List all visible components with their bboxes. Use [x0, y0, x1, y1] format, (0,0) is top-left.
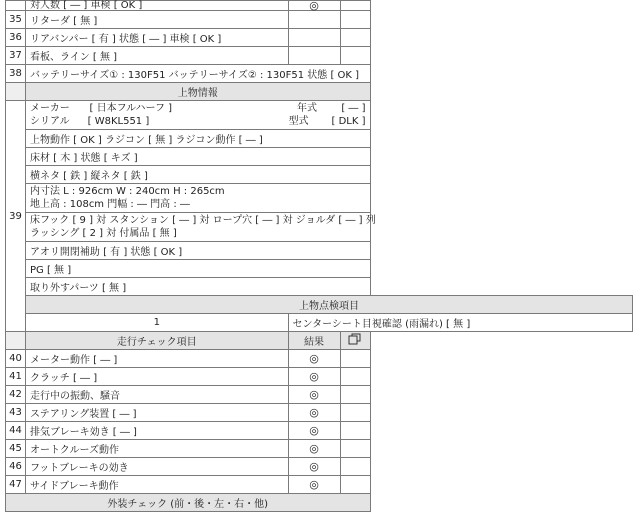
row-number: 41 [6, 368, 26, 386]
table-row [6, 278, 633, 296]
row-text: バッテリーサイズ① : 130F51 バッテリーサイズ② : 130F51 状態 [ OK ] [26, 65, 371, 83]
model-label: 型式 [288, 116, 309, 127]
row-number: 47 [6, 476, 26, 494]
section-header [6, 296, 633, 314]
table-row [6, 314, 633, 332]
row-number [6, 1, 26, 11]
result-mark: ◎ [288, 422, 340, 440]
year-value: [ ― ] [341, 103, 366, 114]
table-row [6, 404, 633, 422]
table-row [6, 476, 633, 494]
row-text: リアバンパー [ 有 ] 状態 [ ― ] 車検 [ OK ] [26, 29, 289, 47]
table-row [6, 184, 633, 213]
row-text: フットブレーキの効き [26, 458, 289, 476]
row-text: 対人数 [ ― ] 車検 [ OK ] [26, 1, 289, 11]
row-text: 上物動作 [ OK ] ラジコン [ 無 ] ラジコン動作 [ ― ] [26, 130, 371, 148]
copy-icon[interactable] [340, 332, 370, 350]
row-text: サイドブレーキ動作 [26, 476, 289, 494]
row-text: 走行中の振動、騒音 [26, 386, 289, 404]
result-mark: ◎ [288, 368, 340, 386]
maker-block [26, 101, 371, 130]
row-text: センターシート目視確認 (雨漏れ) [ 無 ] [288, 314, 633, 332]
table-row [6, 29, 633, 47]
maker-label: メーカー [30, 103, 70, 114]
section-header [6, 494, 633, 512]
row-text: PG [ 無 ] [26, 260, 371, 278]
result-mark: ◎ [288, 350, 340, 368]
result-cell [288, 29, 340, 47]
table-row [6, 11, 633, 29]
table-row [6, 458, 633, 476]
row-text: 排気ブレーキ効き [ ― ] [26, 422, 289, 440]
table-row [6, 166, 633, 184]
result-mark: ◎ [288, 476, 340, 494]
table-row [6, 130, 633, 148]
hooks-block [26, 213, 376, 242]
table-row [6, 350, 633, 368]
table-row [6, 65, 633, 83]
table-row [6, 47, 633, 65]
row-number: 40 [6, 350, 26, 368]
table-row [6, 213, 633, 242]
serial-value: [ W8KL551 ] [87, 116, 150, 127]
row-text: 横ネタ [ 鉄 ] 縦ネタ [ 鉄 ] [26, 166, 371, 184]
copy-icon-graphic [348, 333, 362, 345]
year-label: 年式 [297, 103, 318, 114]
row-number: 45 [6, 440, 26, 458]
row-number: 38 [6, 65, 26, 83]
row-number: 1 [26, 314, 289, 332]
row-text: 内寸法 L : 926cm W : 240cm H : 265cm [30, 186, 225, 197]
table-row [6, 1, 633, 11]
result-header: 結果 [288, 332, 340, 350]
table-row [6, 386, 633, 404]
row-text: アオリ開閉補助 [ 有 ] 状態 [ OK ] [26, 242, 371, 260]
table-row [6, 440, 633, 458]
table-row [6, 148, 633, 166]
maker-value: [ 日本フルハーフ ] [89, 103, 173, 114]
row-number: 36 [6, 29, 26, 47]
row-number: 39 [6, 101, 26, 332]
section-title: 上物情報 [26, 83, 371, 101]
result-mark: ◎ [288, 440, 340, 458]
section-title: 上物点検項目 [26, 296, 633, 314]
table-row [6, 368, 633, 386]
section-header [6, 332, 633, 350]
row-number: 46 [6, 458, 26, 476]
row-number: 42 [6, 386, 26, 404]
result-mark: ◎ [288, 458, 340, 476]
row-text: 取り外すパーツ [ 無 ] [26, 278, 371, 296]
row-text: オートクルーズ動作 [26, 440, 289, 458]
result-mark: ◎ [288, 386, 340, 404]
row-number: 44 [6, 422, 26, 440]
row-text: クラッチ [ ― ] [26, 368, 289, 386]
row-text: 床フック [ 9 ] 対 スタンション [ ― ] 対 ロープ穴 [ ― ] 対 ジョルダ [ ― ] 列 [30, 215, 376, 226]
result-mark: ◎ [288, 1, 340, 11]
row-text: ラッシング [ 2 ] 対 付属品 [ 無 ] [30, 228, 177, 239]
result-cell [288, 47, 340, 65]
serial-label: シリアル [30, 116, 70, 127]
dimensions-block [26, 184, 371, 213]
result-cell [288, 11, 340, 29]
model-value: [ DLK ] [331, 116, 366, 127]
result-mark: ◎ [288, 404, 340, 422]
row-text: メーター動作 [ ― ] [26, 350, 289, 368]
section-header [6, 83, 633, 101]
row-text: 床材 [ 木 ] 状態 [ キズ ] [26, 148, 371, 166]
section-title: 外装チェック (前・後・左・右・他) [6, 494, 371, 512]
row-number: 35 [6, 11, 26, 29]
inspection-table [5, 0, 633, 512]
table-row [6, 260, 633, 278]
table-row [6, 422, 633, 440]
row-text: リターダ [ 無 ] [26, 11, 289, 29]
row-number: 43 [6, 404, 26, 422]
row-number: 37 [6, 47, 26, 65]
row-text: ステアリング装置 [ ― ] [26, 404, 289, 422]
table-row [6, 242, 633, 260]
section-title: 走行チェック項目 [26, 332, 289, 350]
row-text: 看板、ライン [ 無 ] [26, 47, 289, 65]
row-text: 地上高 : 108cm 門幅 : ― 門高 : ― [30, 199, 190, 210]
table-row [6, 101, 633, 130]
